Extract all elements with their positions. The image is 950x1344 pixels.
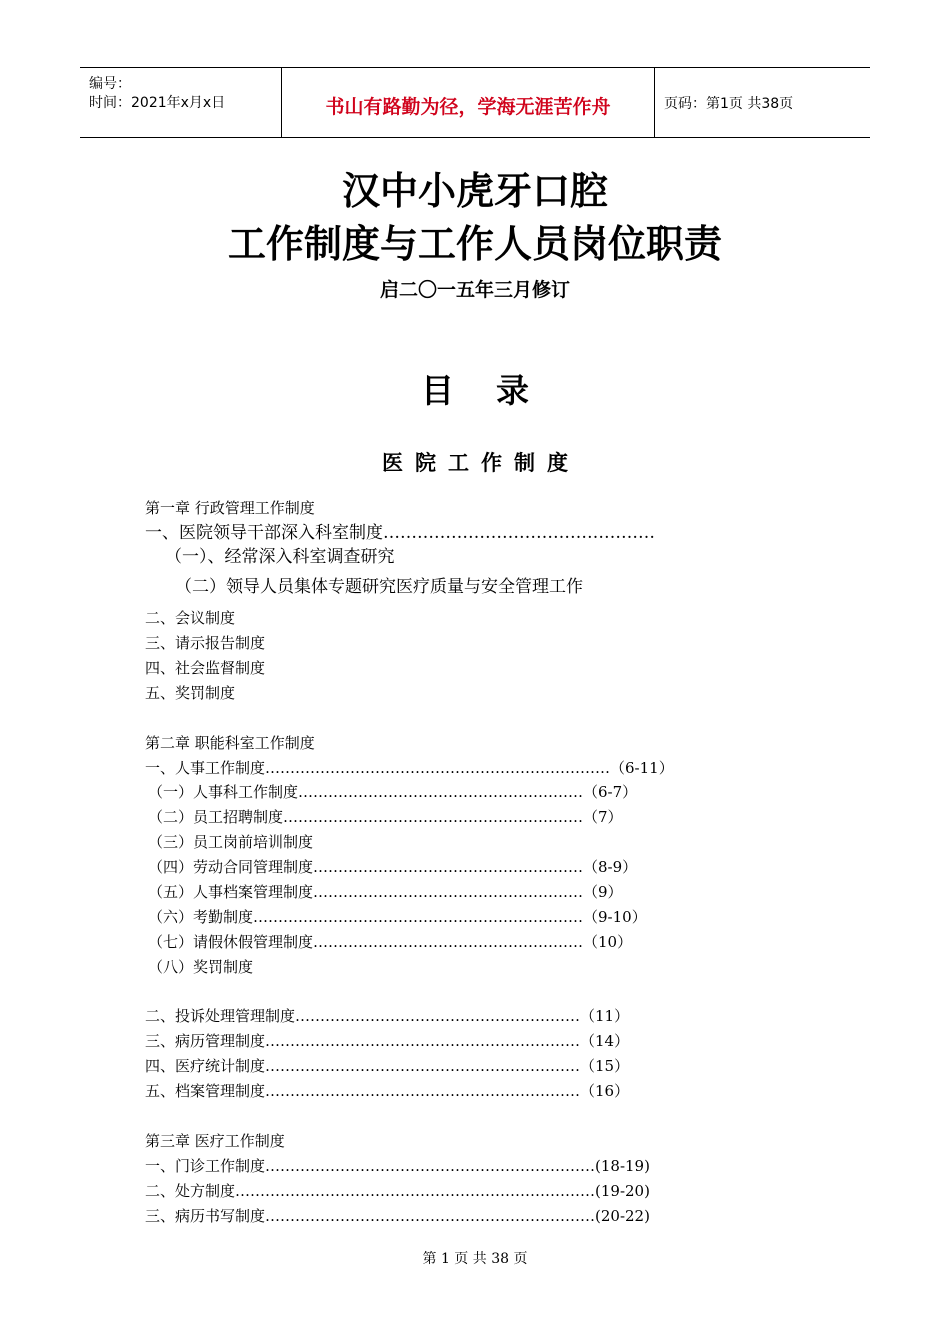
toc-entry: 五、奖罚制度	[145, 684, 236, 702]
header-page-cell	[654, 68, 870, 137]
toc-subentry: （六）考勤制度…………………………………………………………（9-10）	[148, 908, 647, 926]
toc-entry: 三、请示报告制度	[145, 634, 266, 652]
revision-note: 启二〇一五年三月修订	[379, 279, 570, 301]
document-title-line2: 工作制度与工作人员岗位职责	[227, 222, 722, 266]
toc-entry: 二、处方制度………………………………………………………………(19-20)	[145, 1182, 650, 1200]
toc-entry: 一、人事工作制度……………………………………………………………（6-11）	[145, 759, 674, 777]
toc-subentry: （一）、经常深入科室调查研究	[165, 547, 395, 567]
header-info-cell	[80, 68, 280, 137]
toc-entry: 二、投诉处理管理制度…………………………………………………（11）	[145, 1007, 630, 1025]
toc-subentry: （五）人事档案管理制度………………………………………………（9）	[148, 883, 623, 901]
section-heading: 医院工作制度	[382, 451, 580, 475]
toc-heading: 目录	[421, 371, 571, 410]
motto: 书山有路勤为径，学海无涯苦作舟	[325, 96, 611, 118]
toc-subentry: （一）人事科工作制度…………………………………………………（6-7）	[148, 783, 638, 801]
toc-entry: 五、档案管理制度………………………………………………………（16）	[145, 1082, 630, 1100]
header-table	[80, 67, 870, 138]
toc-chapter: 第一章 行政管理工作制度	[145, 499, 315, 517]
toc-subentry: （三）员工岗前培训制度	[148, 833, 314, 851]
toc-chapter: 第二章 职能科室工作制度	[145, 734, 315, 752]
toc-entry: 四、社会监督制度	[145, 659, 266, 677]
toc-entry: 三、病历管理制度………………………………………………………（14）	[145, 1032, 630, 1050]
toc-subentry: （七）请假休假管理制度………………………………………………（10）	[148, 933, 633, 951]
header-motto-cell	[281, 68, 655, 137]
toc-entry: 一、门诊工作制度…………………………………………………………(18-19)	[145, 1157, 650, 1175]
page-footer: 第 1 页 共 38 页	[422, 1251, 528, 1267]
toc-entry: 三、病历书写制度…………………………………………………………(20-22)	[145, 1207, 650, 1225]
toc-subentry: （四）劳动合同管理制度………………………………………………（8-9）	[148, 858, 638, 876]
date-label: 时间：2021年x月x日	[89, 95, 226, 111]
toc-entry: 一、医院领导干部深入科室制度…………………………………………	[145, 523, 655, 543]
toc-subentry: （二）领导人员集体专题研究医疗质量与安全管理工作	[175, 577, 583, 597]
toc-entry: 二、会议制度	[145, 609, 236, 627]
toc-chapter: 第三章 医疗工作制度	[145, 1132, 285, 1150]
document-title-line1: 汉中小虎牙口腔	[341, 169, 608, 213]
toc-subentry: （二）员工招聘制度……………………………………………………（7）	[148, 808, 623, 826]
toc-subentry: （八）奖罚制度	[148, 958, 254, 976]
page-label: 页码：第1页 共38页	[664, 96, 794, 112]
serial-label: 编号：	[89, 76, 131, 92]
toc-entry: 四、医疗统计制度………………………………………………………（15）	[145, 1057, 630, 1075]
